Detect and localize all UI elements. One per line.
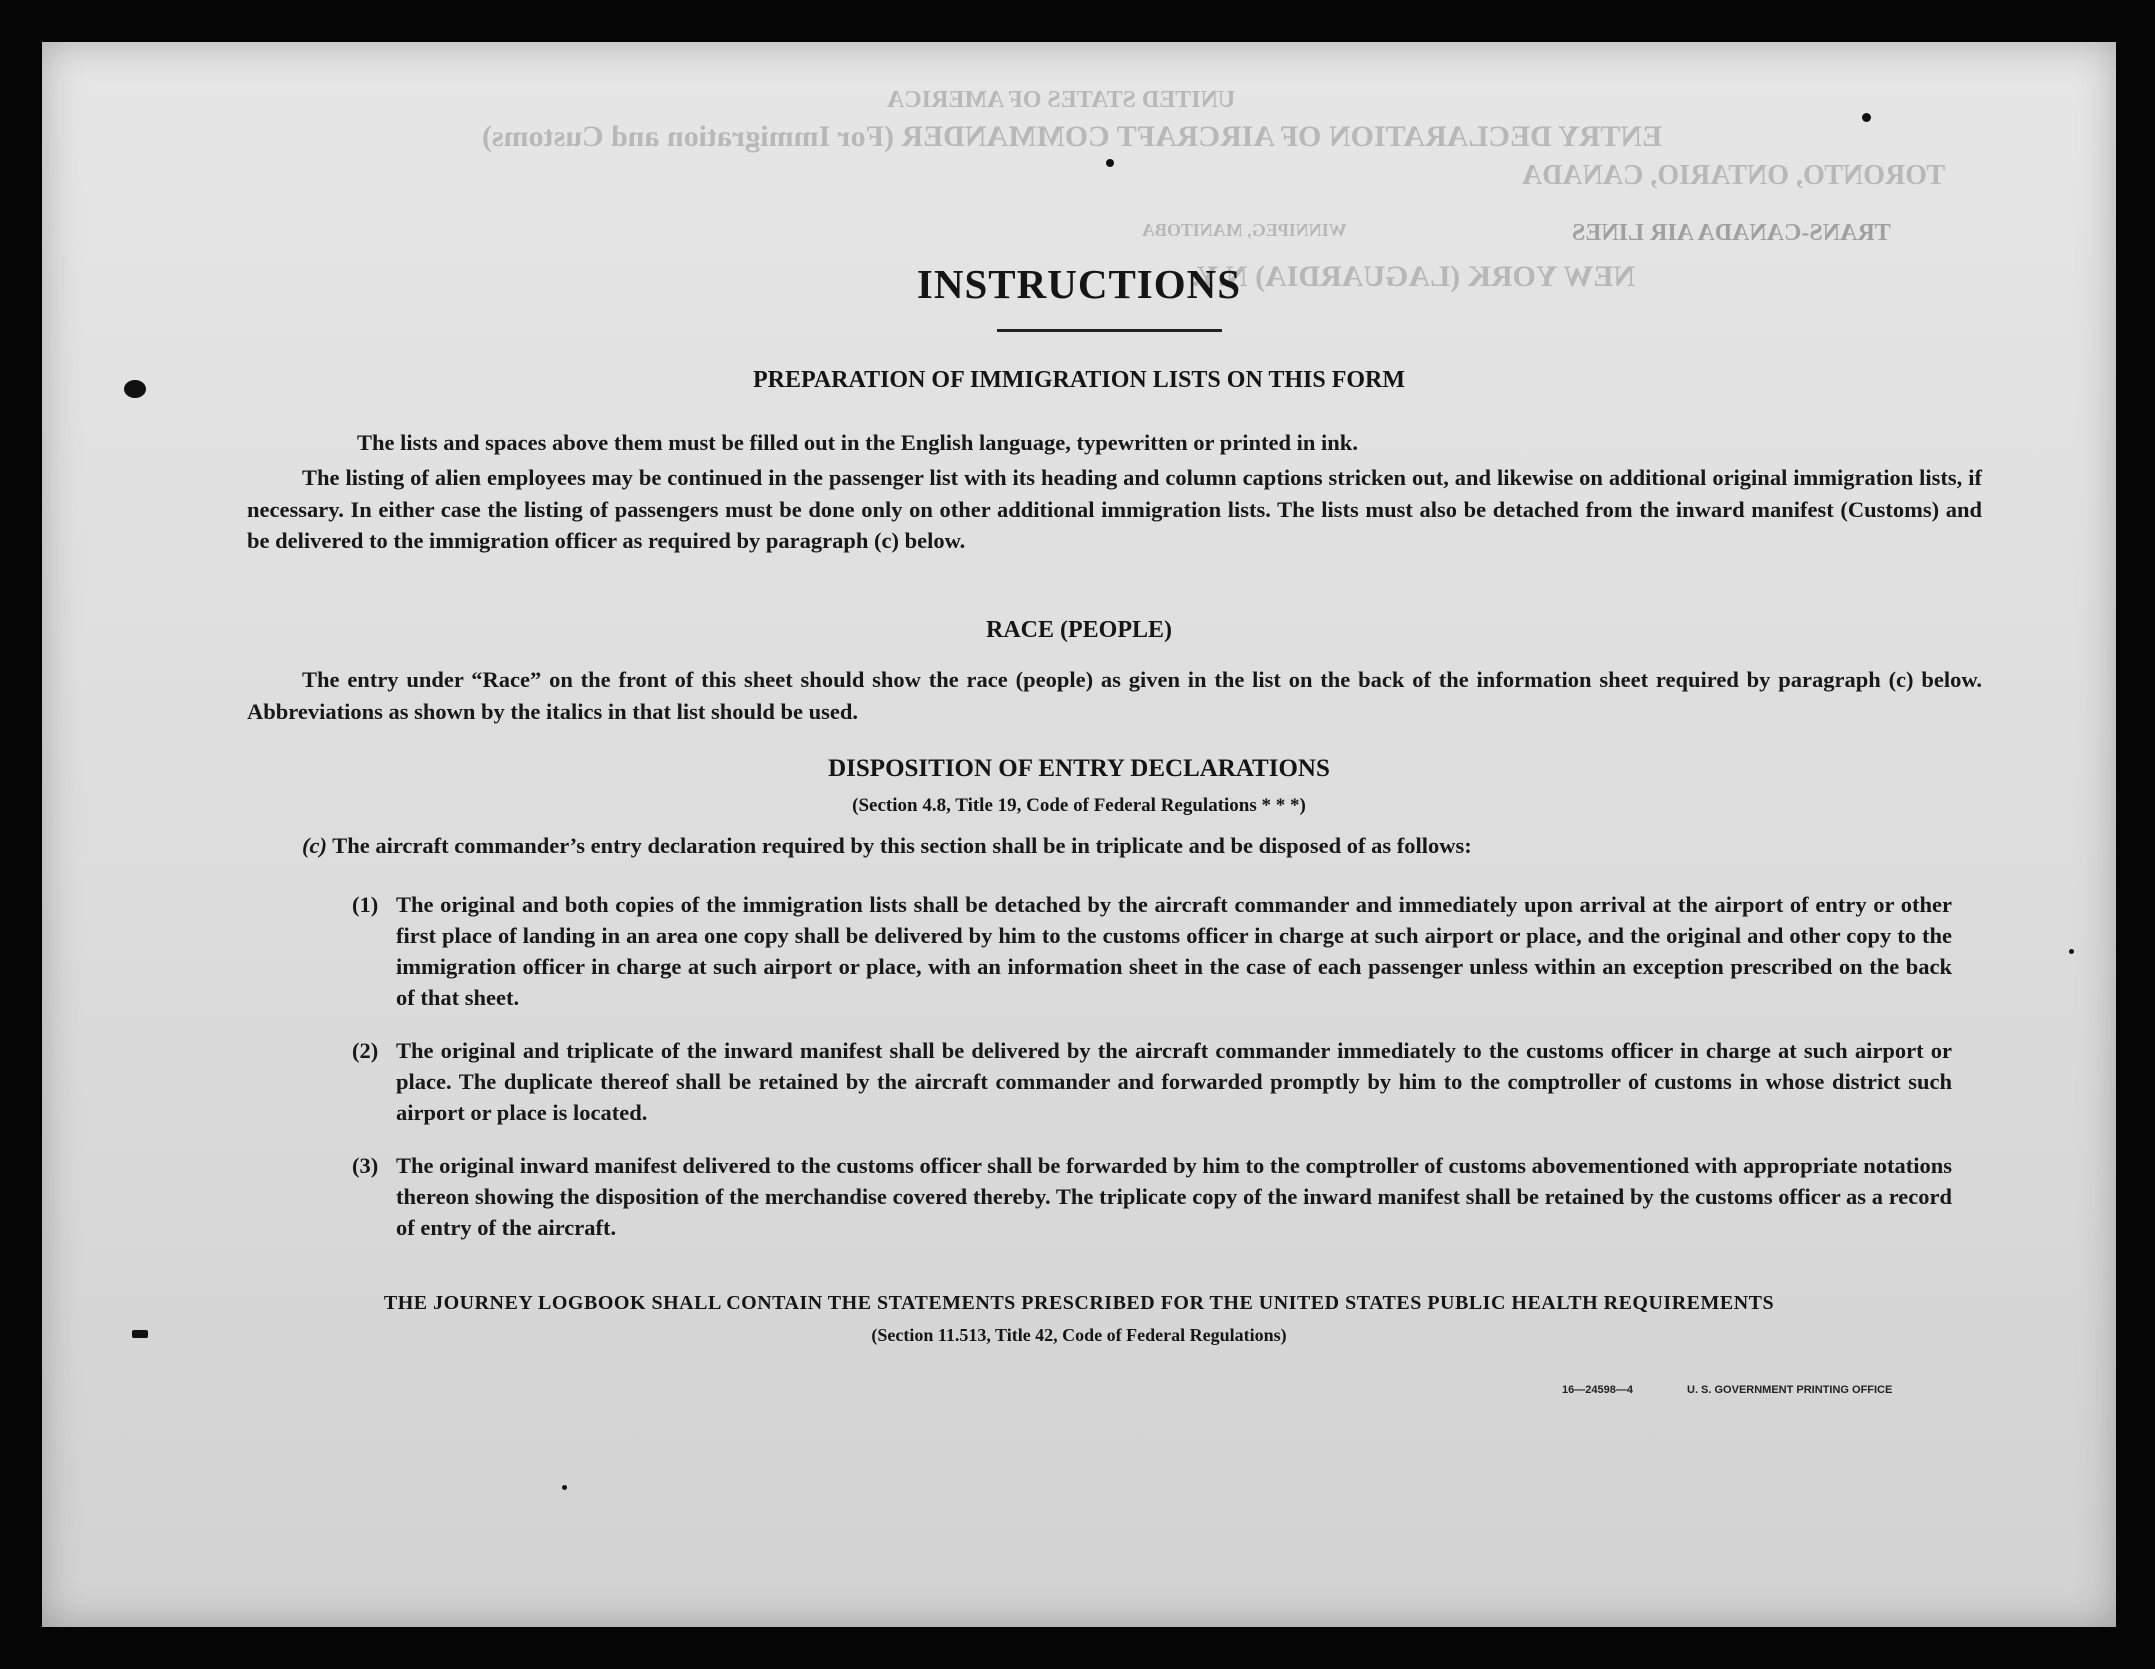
scan-speck xyxy=(132,1330,148,1338)
document-sheet xyxy=(42,42,2116,1627)
paragraph-label: (c) xyxy=(302,833,327,858)
scan-speck xyxy=(2069,949,2074,954)
bleed-line: ENTRY DECLARATION OF AIRCRAFT COMMANDER (For Immigration and Customs) xyxy=(482,120,1663,153)
bleed-line: TRANS-CANADA AIR LINES xyxy=(1572,220,1891,246)
instructions-content xyxy=(42,42,2116,1627)
list-item: (1) The original and both copies of the immigration lists shall be detached by the aircraft commander and immediately upon arrival at the airport of entry or other first place of landing in an area one copy shall be delivered by him to the customs officer in charge at such airport or place, and the original and other copy to the immigration officer in charge at such airport or place, with an information sheet in the case of each passenger unless within an exception prescribed on the back of that sheet. xyxy=(352,892,1952,1010)
preparation-paragraph-1: The lists and spaces above them must be filled out in the English language, typewritten or printed in ink. xyxy=(357,430,1358,455)
disposition-citation: (Section 4.8, Title 19, Code of Federal Regulations * * *) xyxy=(852,795,1306,816)
list-item: (2) The original and triplicate of the inward manifest shall be delivered by the aircraft commander immediately to the customs officer in charge at such airport or place. The duplicate thereof shall be retained by the aircraft commander and forwarded promptly by him to the comptroller of customs in whose district such airport or place is located. xyxy=(352,1038,1952,1125)
section-heading-disposition: DISPOSITION OF ENTRY DECLARATIONS xyxy=(828,755,1330,782)
scan-speck xyxy=(1862,113,1871,122)
bleed-line: WINNIPEG, MANITOBA xyxy=(1142,220,1347,240)
scan-speck xyxy=(124,380,146,398)
section-heading-race: RACE (PEOPLE) xyxy=(986,617,1172,643)
health-requirements-heading: THE JOURNEY LOGBOOK SHALL CONTAIN THE STATEMENTS PRESCRIBED FOR THE UNITED STATES PUBLIC HEALTH REQUIREMENTS xyxy=(383,1292,1775,1314)
disposition-paragraph-c: (c) The aircraft commander’s entry declaration required by this section shall be in triplicate and be disposed of as follows: xyxy=(302,833,1472,858)
scan-speck xyxy=(562,1485,567,1490)
list-item: (3) The original inward manifest delivered to the customs officer shall be forwarded by him to the comptroller of customs abovementioned with appropriate notations thereon showing the disposition of the merchandise covered thereby. The triplicate copy of the inward manifest shall be retained by the customs officer as a record of entry of the aircraft. xyxy=(352,1153,1952,1240)
title-underline xyxy=(997,329,1222,332)
preparation-paragraph-2: The listing of alien employees may be continued in the passenger list with its heading and column captions stricken out, and likewise on additional original immigration lists, if necessary. In either case the listing of passengers must be done only on other additional immigration lists. The lists must also be detached from the inward manifest (Customs) and be delivered to the immigration officer as required by paragraph (c) below. xyxy=(247,465,1982,553)
health-requirements-citation: (Section 11.513, Title 42, Code of Federal Regulations) xyxy=(871,1325,1287,1345)
page-title: INSTRUCTIONS xyxy=(916,261,1242,307)
bleed-line: TORONTO, ONTARIO, CANADA xyxy=(1522,160,1946,191)
section-heading-preparation: PREPARATION OF IMMIGRATION LISTS ON THIS FORM xyxy=(752,367,1406,393)
scan-speck xyxy=(1106,159,1114,167)
bleed-line: UNITED STATES OF AMERICA xyxy=(887,87,1236,113)
form-number: 16—24598—4 xyxy=(1562,1384,1633,1396)
race-paragraph: The entry under “Race” on the front of this sheet should show the race (people) as given in the list on the back of the information sheet required by paragraph (c) below. Abbreviations as shown by the italics in that list should be used. xyxy=(247,667,1982,724)
printer-imprint: U. S. GOVERNMENT PRINTING OFFICE xyxy=(1687,1384,1893,1396)
bleed-line: NEW YORK (LAGUARDIA) N.Y. xyxy=(1192,260,1636,293)
